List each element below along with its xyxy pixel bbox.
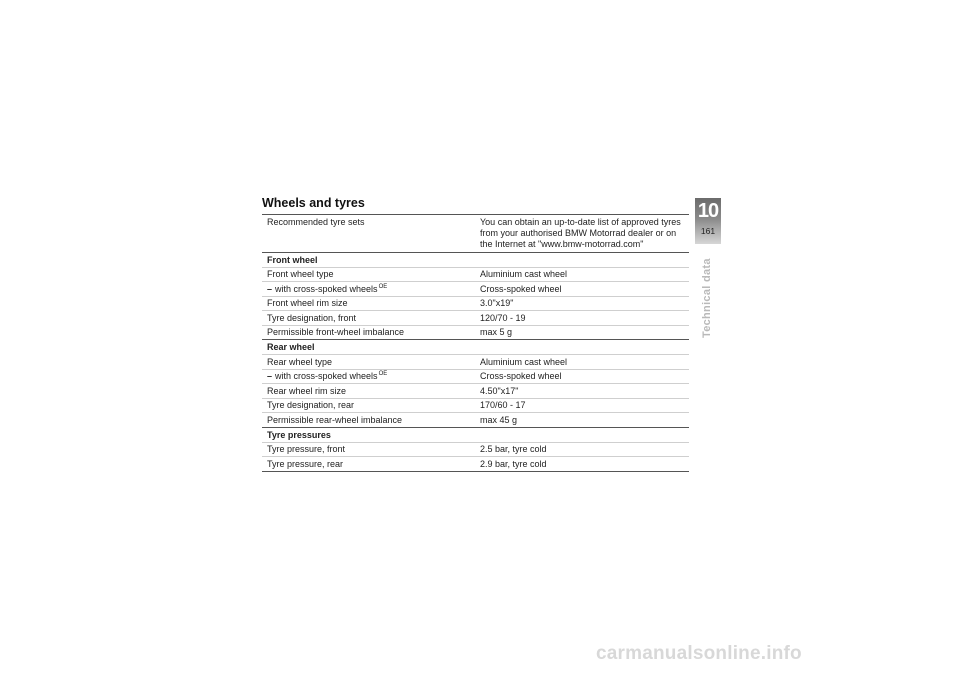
- table-row-recommended-tyres: [262, 215, 689, 253]
- table-row: [262, 268, 689, 283]
- table-row: [262, 311, 689, 326]
- table-row: [262, 457, 689, 472]
- chapter-tab: [695, 198, 721, 244]
- group-heading-tyre-pressures: Tyre pressures: [262, 428, 689, 443]
- oe-marker: OE: [378, 283, 388, 290]
- watermark: carmanualsonline.info: [596, 643, 802, 664]
- row-value: 4.50"x17": [480, 385, 519, 396]
- row-label: Tyre designation, front: [267, 312, 357, 323]
- group-heading-front-wheel: Front wheel: [262, 253, 689, 268]
- dash-bullet-icon: –: [267, 371, 273, 381]
- table-row: [262, 413, 689, 428]
- row-label: Permissible front-wheel imbalance: [267, 327, 405, 337]
- dash-bullet-icon: –: [267, 283, 273, 294]
- table-row: [262, 443, 689, 458]
- table-row: [262, 370, 689, 385]
- table-row: [262, 326, 689, 341]
- row-label: Front wheel rim size: [267, 298, 348, 308]
- group-heading-rear-wheel: Rear wheel: [262, 340, 689, 355]
- row-label: Rear wheel type: [267, 356, 333, 367]
- row-label-text: with cross-spoked wheels: [275, 371, 378, 381]
- row-label: Tyre pressure, rear: [267, 458, 344, 469]
- row-value: 120/70 - 19: [480, 312, 526, 323]
- table-row: [262, 384, 689, 399]
- row-label: Recommended tyre sets: [267, 216, 365, 227]
- row-label: Front wheel type: [267, 269, 334, 279]
- row-value: max 45 g: [480, 414, 518, 425]
- table-row: [262, 282, 689, 297]
- row-label-text: with cross-spoked wheels: [275, 283, 378, 294]
- row-value: 2.5 bar, tyre cold: [480, 444, 547, 454]
- row-value: max 5 g: [480, 327, 513, 337]
- page-number: 161: [700, 226, 716, 236]
- section-title: Wheels and tyres: [262, 196, 365, 210]
- oe-marker: OE: [378, 371, 388, 377]
- row-value: 2.9 bar, tyre cold: [480, 458, 547, 469]
- row-label: Tyre pressure, front: [267, 444, 346, 454]
- row-value: You can obtain an up-to-date list of approved tyres from your authorised BMW Motorrad dealer or on the Internet at "www.bmw-motorrad.com": [480, 216, 681, 249]
- row-value: Aluminium cast wheel: [480, 356, 568, 367]
- row-label: [262, 282, 475, 296]
- row-label: Permissible rear-wheel imbalance: [267, 414, 403, 425]
- spec-table: [262, 214, 689, 472]
- row-value: Cross-spoked wheel: [480, 283, 562, 294]
- row-value: Aluminium cast wheel: [480, 269, 568, 279]
- chapter-number: 10: [697, 200, 719, 222]
- row-value: 3.0"x19": [480, 298, 514, 308]
- row-label: Tyre designation, rear: [267, 400, 355, 410]
- table-row: [262, 355, 689, 370]
- row-label: [262, 370, 475, 384]
- chapter-name: Technical data: [701, 258, 713, 338]
- row-label: Rear wheel rim size: [267, 385, 347, 396]
- row-value: Cross-spoked wheel: [480, 371, 562, 381]
- table-row: [262, 297, 689, 312]
- row-value: 170/60 - 17: [480, 400, 526, 410]
- table-row: [262, 399, 689, 414]
